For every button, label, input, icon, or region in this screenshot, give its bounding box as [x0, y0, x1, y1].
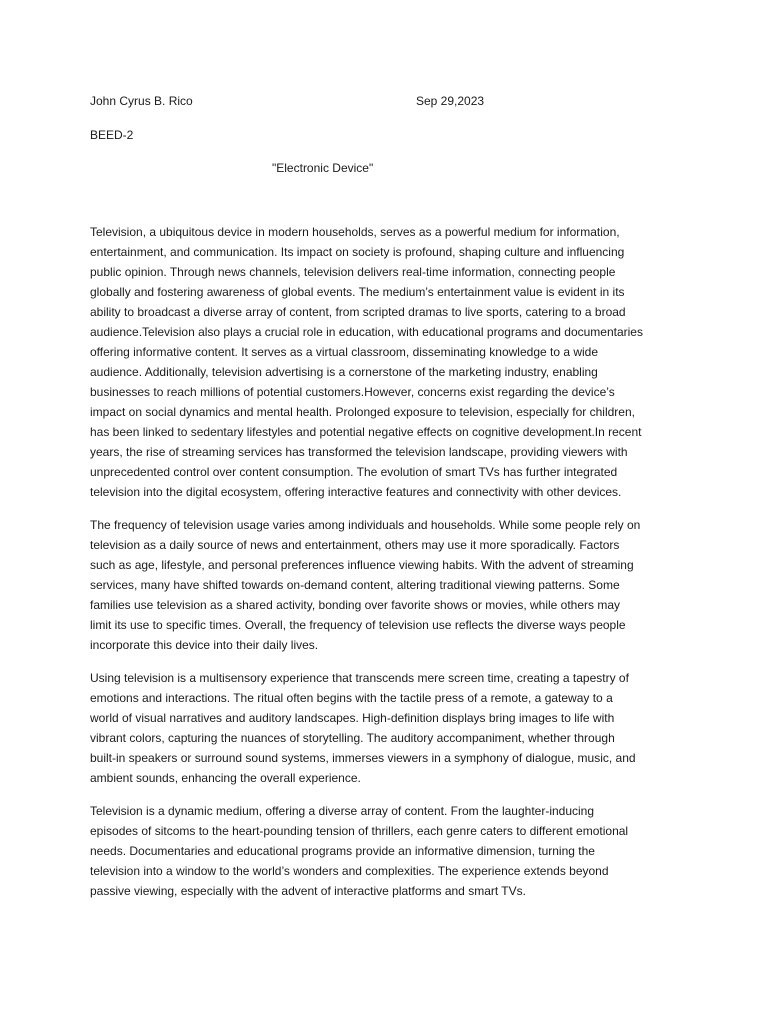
text-line: families use television as a shared activity, bonding over favorite shows or movies, while others may [90, 598, 621, 612]
text-line: television as a daily source of news and entertainment, others may use it more sporadically. Factors [90, 538, 620, 552]
text-line: globally and fostering awareness of global events. The medium’s entertainment value is evident in its [90, 285, 625, 299]
text-line: Television, a ubiquitous device in modern households, serves as a powerful medium for information, [90, 225, 620, 239]
text-line: years, the rise of streaming services has transformed the television landscape, providing viewers with [90, 445, 628, 459]
text-line: ability to broadcast a diverse array of content, from scripted dramas to live sports, catering to a broad [90, 305, 626, 319]
text-line: Television is a dynamic medium, offering a diverse array of content. From the laughter-inducing [90, 804, 595, 818]
text-line: world of visual narratives and auditory landscapes. High-definition displays bring images to life with [90, 711, 615, 725]
text-line: audience.Television also plays a crucial role in education, with educational programs and documentaries [90, 325, 643, 339]
text-line: impact on social dynamics and mental health. Prolonged exposure to television, especially for children, [90, 405, 635, 419]
author-name: John Cyrus B. Rico [90, 94, 193, 108]
text-line: built-in speakers or surround sound systems, immerses viewers in a symphony of dialogue, music, and [90, 751, 636, 765]
text-line: vibrant colors, capturing the nuances of storytelling. The auditory accompaniment, whether through [90, 731, 615, 745]
text-line: emotions and interactions. The ritual often begins with the tactile press of a remote, a gateway to a [90, 691, 613, 705]
paragraph [90, 668, 690, 788]
text-line: needs. Documentaries and educational programs provide an informative dimension, turning the [90, 844, 595, 858]
text-line: television into a window to the world’s wonders and complexities. The experience extends beyond [90, 864, 609, 878]
document-body [90, 222, 690, 914]
document-title: "Electronic Device" [272, 161, 374, 175]
text-line: entertainment, and communication. Its impact on society is profound, shaping culture and influencing [90, 245, 625, 259]
text-line: has been linked to sedentary lifestyles and potential negative effects on cognitive development.In recent [90, 425, 642, 439]
text-line: businesses to reach millions of potential customers.However, concerns exist regarding the device’s [90, 385, 615, 399]
text-line: television into the digital ecosystem, offering interactive features and connectivity with other devices. [90, 485, 622, 499]
paragraph [90, 515, 690, 655]
text-line: incorporate this device into their daily lives. [90, 638, 319, 652]
section-label: BEED-2 [90, 128, 134, 142]
text-line: limit its use to specific times. Overall, the frequency of television use reflects the diverse ways people [90, 618, 626, 632]
text-line: episodes of sitcoms to the heart-pounding tension of thrillers, each genre caters to different emotional [90, 824, 629, 838]
text-line: public opinion. Through news channels, television delivers real-time information, connecting people [90, 265, 616, 279]
text-line: Using television is a multisensory experience that transcends mere screen time, creating a tapestry of [90, 671, 629, 685]
text-line: services, many have shifted towards on-demand content, altering traditional viewing patterns. Some [90, 578, 620, 592]
text-line: passive viewing, especially with the advent of interactive platforms and smart TVs. [90, 884, 526, 898]
text-line: such as age, lifestyle, and personal preferences influence viewing habits. With the advent of streaming [90, 558, 634, 572]
text-line: ambient sounds, enhancing the overall experience. [90, 771, 361, 785]
paragraph [90, 801, 690, 901]
text-line: audience. Additionally, television advertising is a cornerstone of the marketing industry, enabling [90, 365, 598, 379]
text-line: The frequency of television usage varies among individuals and households. While some people rely on [90, 518, 641, 532]
text-line: unprecedented control over content consumption. The evolution of smart TVs has further integrated [90, 465, 618, 479]
paragraph [90, 222, 690, 502]
document-date: Sep 29,2023 [416, 94, 485, 108]
text-line: offering informative content. It serves as a virtual classroom, disseminating knowledge to a wide [90, 345, 599, 359]
